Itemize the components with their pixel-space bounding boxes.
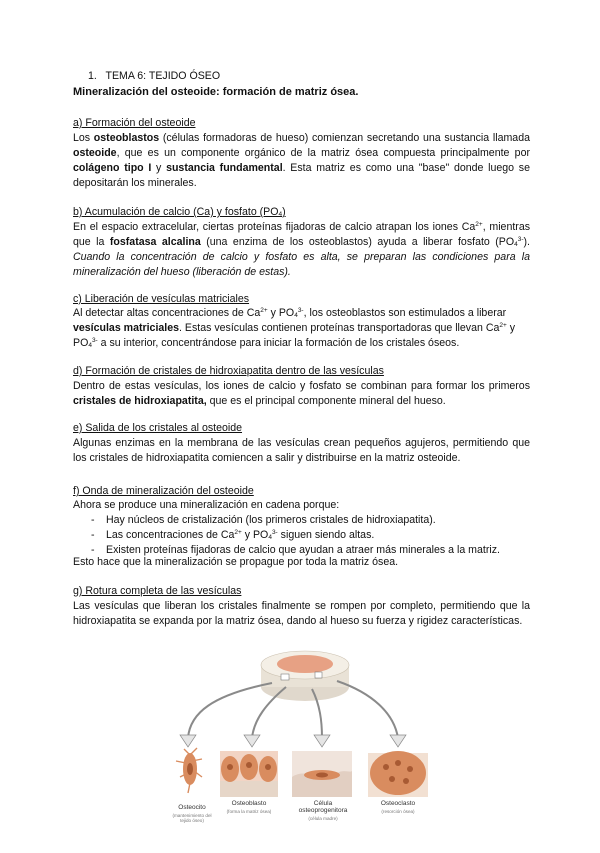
document-subtitle: Mineralización del osteoide: formación de matriz ósea. [73, 86, 359, 98]
section-d-heading: d) Formación de cristales de hidroxiapatita dentro de las vesículas [73, 365, 384, 377]
arrowhead [180, 735, 196, 747]
arrowhead [314, 735, 330, 747]
section-c-heading: c) Liberación de vesículas matriciales [73, 293, 250, 305]
caption-osteoprogenitor: (célula madre) [308, 816, 338, 821]
section-e-heading: e) Salida de los cristales al osteoide [73, 422, 243, 434]
list-item: - Las concentraciones de $Ca^{2+}$ y $PO_4^{3-}$ siguen siendo altas. [73, 528, 530, 543]
section-f-outro: Esto hace que la mineralización se propague por toda la matriz ósea. [73, 556, 399, 568]
section-a-heading: a) Formación del osteoide [73, 117, 196, 129]
bone-cells-figure [172, 643, 440, 848]
caption-osteoblast: (forma la matriz ósea) [226, 809, 272, 814]
osteoblast-panel [220, 751, 278, 797]
section-a-body: Los osteoblastos (células formadoras de hueso) comienzan secretando una sustancia llamada osteoide, que es un componente orgánico de la matriz ósea compuesta principalmente por colágeno tipo I y sustancia fundamental. Esta matriz es como una "base" donde luego se depositarán los minerales. [73, 132, 530, 189]
osteoclast-panel [368, 751, 428, 797]
section-b-body: En el espacio extracelular, ciertas proteínas fijadoras de calcio atrapan los iones $Ca^{2+}$, mientras que la fosfatasa alcalina (una enzima de los osteoblastos) ayuda a liberar fosfato $(PO_4^{3-})$. Cuando la concentración de calcio y fosfato es alta, se preparan las condiciones para la mineralización del hueso (liberación de estas). [73, 221, 531, 278]
zoom-box [281, 674, 289, 680]
bone-marrow-core [277, 655, 333, 673]
list-item: - Hay núcleos de cristalización (los primeros cristales de hidroxiapatita). [73, 513, 530, 528]
osteoprogenitor-panel [292, 751, 352, 797]
label-osteoblast: Osteoblasto [231, 800, 267, 807]
osteocyte-cell [176, 748, 202, 793]
topic-title [88, 70, 220, 82]
section-e-body: Algunas enzimas en la membrana de las vesículas crean pequeños agujeros, permitiendo que los cristales de hidroxiapatita comiencen a salir y distribuirse en la matriz osteoide. [73, 437, 530, 464]
section-f-intro: Ahora se produce una mineralización en cadena porque: [73, 499, 340, 511]
section-f-list [73, 513, 530, 558]
label-osteoclast: Osteoclasto [380, 800, 416, 807]
topic-number: 1. [88, 70, 97, 82]
section-g-heading: g) Rotura completa de las vesículas [73, 585, 242, 597]
arrowhead [244, 735, 260, 747]
arrow-to-osteocyte [188, 683, 272, 738]
label-osteoprogenitor: Célula osteoprogenitora [298, 800, 348, 814]
section-g-body: Las vesículas que liberan los cristales finalmente se rompen por completo, permitiendo que la hidroxiapatita se expanda por la matriz ósea, dando al hueso su fuerza y rigidez características. [73, 600, 530, 627]
section-b-heading: b) Acumulación de calcio (Ca) y fosfato $(PO_4)$ [73, 206, 286, 218]
arrowhead [390, 735, 406, 747]
section-d-body: Dentro de estas vesículas, los iones de calcio y fosfato se combinan para formar los primeros cristales de hidroxiapatita, que es el principal componente mineral del hueso. [73, 380, 530, 407]
section-c-body: Al detectar altas concentraciones de $Ca^{2+}$ y $PO_4^{3-}$, los osteoblastos son estimulados a liberar vesículas matriciales. Estas vesículas contienen proteínas transportadoras que llevan $Ca^{2+}$ y $PO_4^{3-}$ a su interior, concentrándose para iniciar la formación de los cristales óseos. [73, 307, 516, 349]
label-osteocyte: Osteocito [178, 804, 206, 811]
caption-osteoclast: (resorción ósea) [381, 809, 415, 814]
list-item: - Existen proteínas fijadoras de calcio que ayudan a atraer más minerales a la matriz. [73, 543, 530, 558]
caption-osteocyte: (mantenimiento del tejido óseo) [172, 813, 212, 823]
zoom-box [315, 672, 322, 678]
topic-title-text: TEMA 6: TEJIDO ÓSEO [105, 70, 221, 82]
section-f-heading: f) Onda de mineralización del osteoide [73, 485, 254, 497]
